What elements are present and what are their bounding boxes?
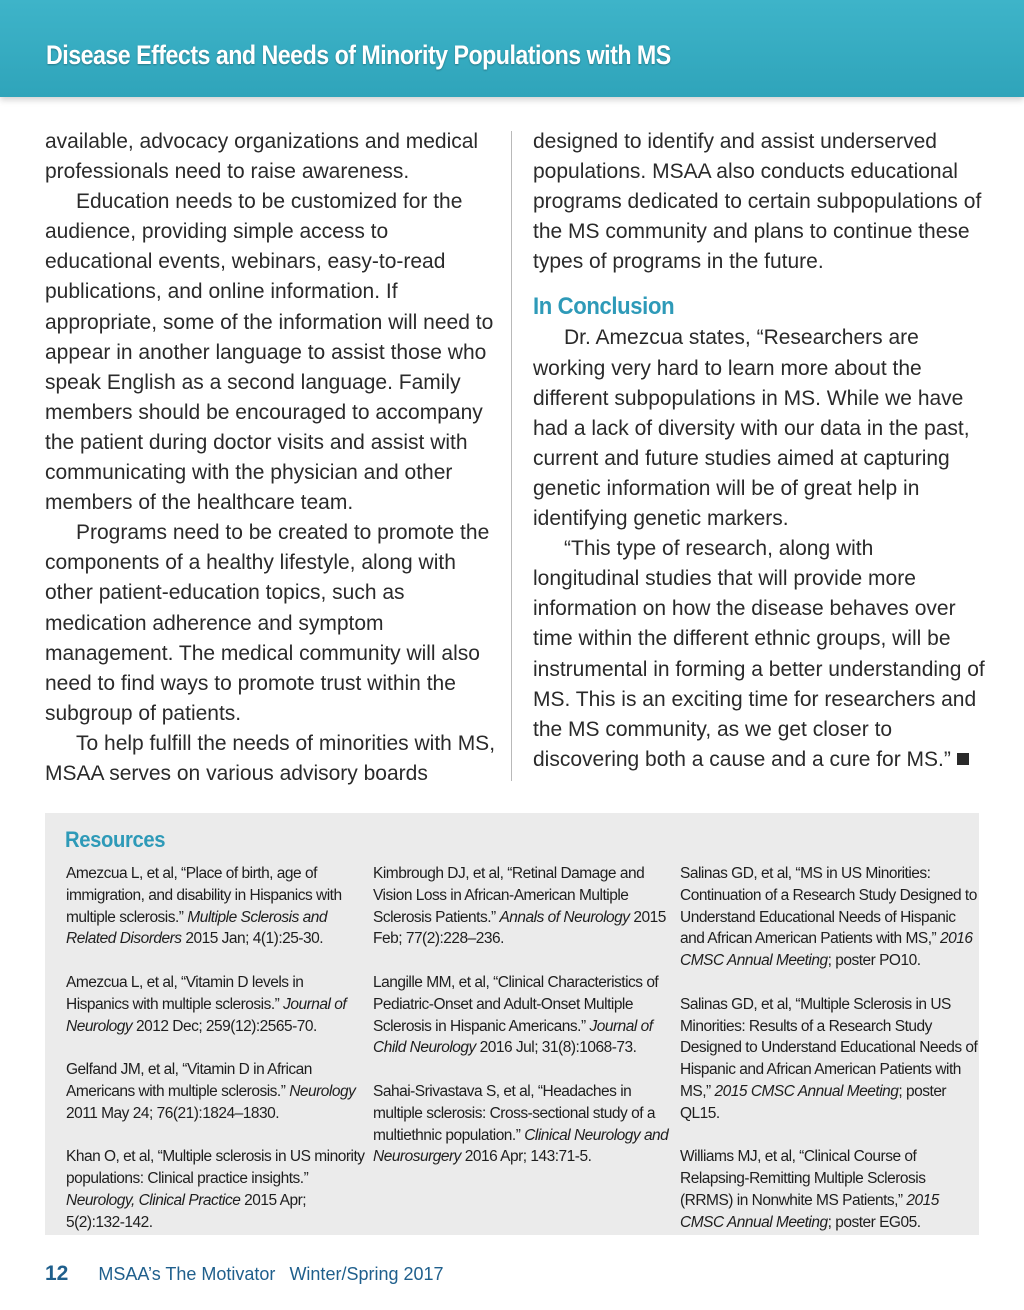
resources-column-1: [66, 863, 366, 1255]
reference-item: Amezcua L, et al, “Vitamin D levels in Hispanics with multiple sclerosis.” Journal of Neurology 2012 Dec; 259(12):2565-70.: [66, 973, 347, 1035]
page-title: Disease Effects and Needs of Minority Populations with MS: [46, 40, 671, 70]
body-paragraph: To help fulfill the needs of minorities with MS, MSAA serves on various advisory boards: [45, 731, 496, 785]
resources-column-3: [680, 863, 980, 1255]
reference-item: Kimbrough DJ, et al, “Retinal Damage and Vision Loss in African-American Multiple Sclerosis Patients.” Annals of Neurology 2015 Feb; 77(2):228–236.: [373, 865, 666, 948]
reference-item: Amezcua L, et al, “Place of birth, age of immigration, and disability in Hispanics with multiple sclerosis.” Multiple Sclerosis and Related Disorders 2015 Jan; 4(1):25-30.: [66, 865, 342, 948]
body-paragraph: Education needs to be customized for the audience, providing simple access to educational events, webinars, easy-to-read publications, and online information. If appropriate, some of the information will need to appear in another language to assist those who speak English as a second language. Family members should be encouraged to accompany the patient during doctor visits and assist with communicating with the physician and other members of the healthcare team.: [45, 190, 494, 515]
issue-label: Winter/Spring 2017: [289, 1264, 444, 1284]
resources-box: [45, 813, 979, 1235]
section-heading-conclusion: In Conclusion: [533, 293, 675, 321]
body-paragraph: Programs need to be created to promote the components of a healthy lifestyle, along with other patient-education topics, such as medication adherence and symptom management. The medical community will also need to find ways to promote trust within the subgroup of patients.: [45, 521, 490, 725]
reference-item: Williams MJ, et al, “Clinical Course of Relapsing-Remitting Multiple Sclerosis (RRMS) in Nonwhite MS Patients,” 2015 CMSC Annual Meeting; poster EG05.: [680, 1148, 939, 1231]
body-paragraph: available, advocacy organizations and medical professionals need to raise awareness.: [45, 130, 479, 184]
resources-column-2: [373, 863, 673, 1190]
closing-quote-text: “This type of research, along with longitudinal studies that will provide more information on how the disease behaves over time within the different ethnic groups, will be instrumental in forming a better understanding of MS. This is an exciting time for researchers and the MS community, as we get closer to discovering both a cause and a cure for MS.”: [533, 537, 985, 771]
article-column-right: [533, 127, 985, 775]
body-paragraph: designed to identify and assist underserved populations. MSAA also conducts educational programs dedicated to certain subpopulations of the MS community and plans to continue these types of programs in the future.: [533, 130, 982, 274]
page-footer: [45, 1262, 444, 1286]
reference-item: Langille MM, et al, “Clinical Characteristics of Pediatric-Onset and Adult-Onset Multiple Sclerosis in Hispanic Americans.” Journal of Child Neurology 2016 Jul; 31(8):1068-73.: [373, 973, 659, 1057]
page-number: 12: [45, 1262, 69, 1285]
reference-item: Sahai-Srivastava S, et al, “Headaches in multiple sclerosis: Cross-sectional study of a multiethnic population.” Clinical Neurology and Neurosurgery 2016 Apr; 143:71-5.: [373, 1082, 669, 1166]
end-of-article-mark: [957, 753, 969, 765]
body-paragraph: Dr. Amezcua states, “Researchers are working very hard to learn more about the different subpopulations in MS. While we have had a lack of diversity with our data in the past, current and future studies aimed at capturing genetic information will be of great help in identifying genetic markers.: [533, 326, 970, 531]
article-column-left: [45, 127, 497, 789]
reference-item: Khan O, et al, “Multiple sclerosis in US minority populations: Clinical practice insights.” Neurology, Clinical Practice 2015 Apr; 5(2):132-142.: [66, 1148, 365, 1231]
publication-name: MSAA’s The Motivator: [98, 1264, 276, 1284]
header-bar: [0, 0, 1024, 97]
body-paragraph: [533, 534, 985, 775]
reference-item: Gelfand JM, et al, “Vitamin D in African Americans with multiple sclerosis.” Neurology 2011 May 24; 76(21):1824–1830.: [66, 1061, 356, 1122]
column-divider: [511, 131, 512, 781]
resources-heading: Resources: [65, 827, 166, 852]
reference-item: Salinas GD, et al, “Multiple Sclerosis in US Minorities: Results of a Research Study Designed to Understand Educational Needs of Hispanic and African American Patients with MS,” 2015 CMSC Annual Meeting; poster QL15.: [680, 995, 978, 1122]
reference-item: Salinas GD, et al, “MS in US Minorities: Continuation of a Research Study Designed to Understand Educational Needs of Hispanic and African American Patients with MS,” 2016 CMSC Annual Meeting; poster PO10.: [680, 865, 977, 970]
